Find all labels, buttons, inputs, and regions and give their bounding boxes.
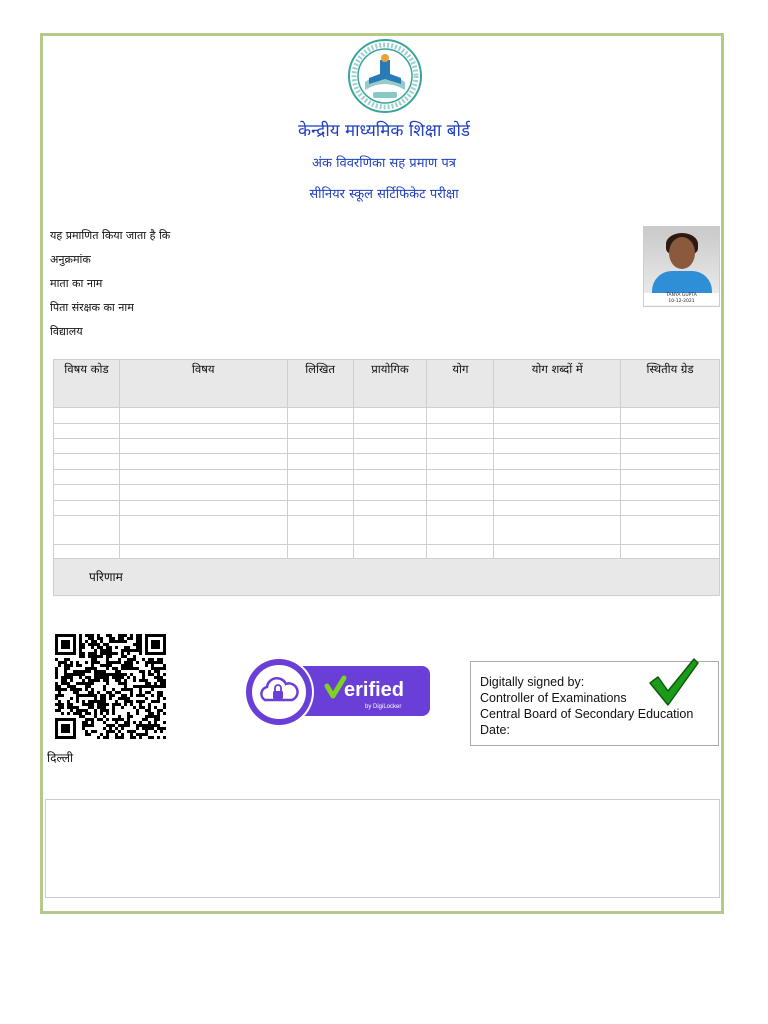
table-row (54, 485, 720, 501)
col-subject-code: विषय कोड (54, 360, 120, 408)
table-row (54, 454, 720, 470)
result-row (53, 558, 720, 596)
verified-badge (243, 656, 431, 728)
signature-line-4: Date: (480, 723, 510, 737)
roll-number-label: अनुक्रमांक (50, 253, 91, 266)
photo-name: TANYA GUPTA (666, 293, 697, 298)
col-total-words: योग शब्दों में (494, 360, 621, 408)
document-title: अंक विवरणिका सह प्रमाण पत्र (312, 156, 456, 171)
qr-code-icon (55, 634, 166, 739)
verified-sub: by DigiLocker (365, 704, 402, 710)
cbse-emblem-icon (347, 38, 423, 114)
col-total: योग (427, 360, 494, 408)
table-row (54, 516, 720, 545)
mother-name-label: माता का नाम (50, 277, 103, 290)
footer-box (45, 799, 720, 898)
table-row (54, 545, 720, 559)
exam-name: सीनियर स्कूल सर्टिफिकेट परीक्षा (309, 187, 459, 202)
checkmark-icon (648, 655, 700, 707)
board-name: केन्द्रीय माध्यमिक शिक्षा बोर्ड (297, 121, 471, 141)
verified-label: erified (344, 679, 405, 701)
col-theory: लिखित (287, 360, 353, 408)
school-label: विद्यालय (50, 325, 83, 338)
table-row (54, 424, 720, 439)
col-practical: प्रायोगिक (353, 360, 427, 408)
marks-table (53, 359, 720, 559)
father-name-label: पिता संरक्षक का नाम (50, 301, 134, 314)
place-label: दिल्ली (47, 751, 74, 765)
table-header-row (54, 360, 720, 408)
col-grade: स्थितीय ग्रेड (621, 360, 720, 408)
result-label: परिणाम (89, 570, 123, 584)
certify-text: यह प्रमाणित किया जाता है कि (50, 229, 171, 242)
photo-date: 10-12-2021 (668, 299, 695, 304)
col-subject: विषय (119, 360, 287, 408)
signature-line-1: Digitally signed by: (480, 675, 585, 689)
table-row (54, 439, 720, 454)
table-row (54, 470, 720, 485)
table-row (54, 501, 720, 516)
signature-line-2: Controller of Examinations (480, 691, 627, 705)
table-row (54, 408, 720, 424)
student-photo (643, 226, 720, 307)
signature-line-3: Central Board of Secondary Education (480, 707, 694, 721)
